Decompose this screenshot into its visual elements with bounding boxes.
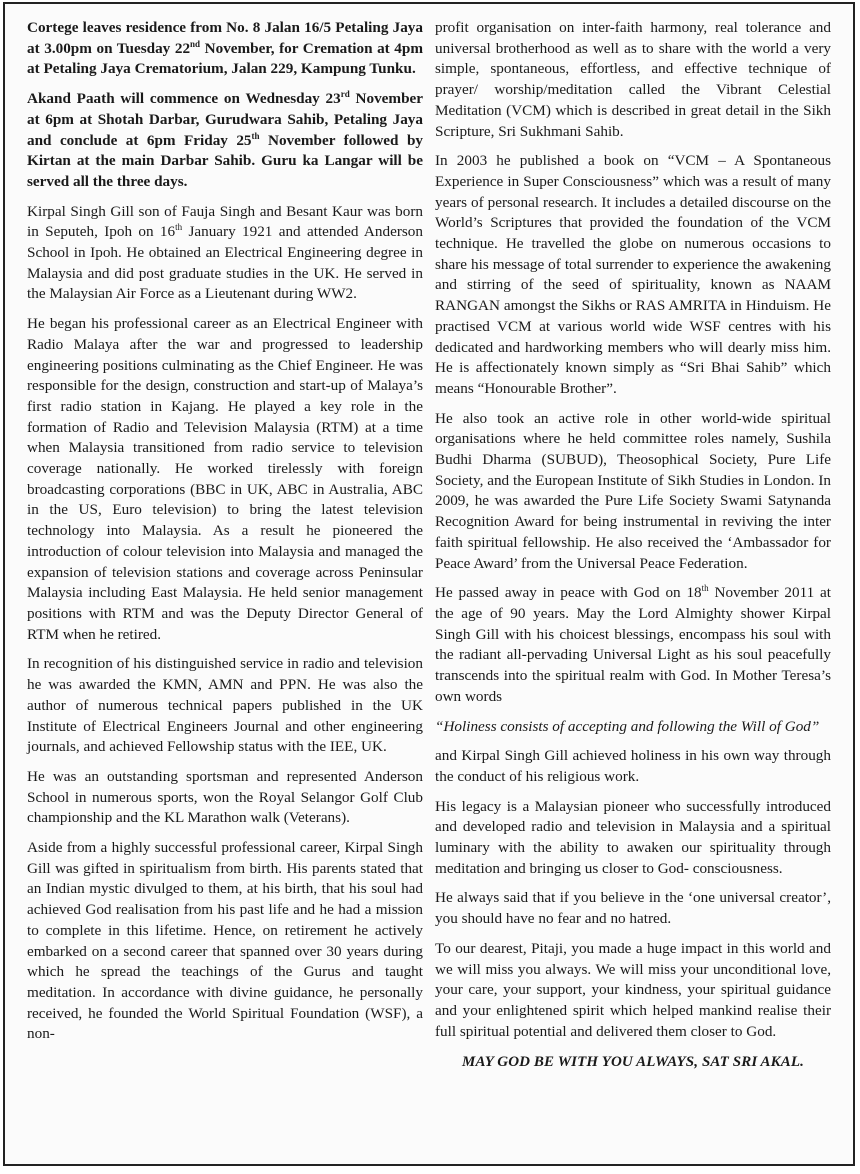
left-paragraph: He was an outstanding sportsman and represented Anderson School in numerous sports, won the Royal Selangor Golf Club championship and the KL Marathon walk (Veterans). [27,767,423,827]
right-paragraph: He passed away in peace with God on 18th November 2011 at the age of 90 years. May the Lord Almighty shower Kirpal Singh Gill with his choicest blessings, encompass his soul with the radiant all-pervading Universal Light as his soul peacefully transcends into the spiritual realm with God. In Mother Teresa’s own words [435,583,831,705]
left-paragraph: In recognition of his distinguished service in radio and television he was awarded the KMN, AMN and PPN. He was also the author of numerous technical papers published in the UK Institute of Electrical Engineers Journal and other engineering journals, and achieved Fellowship status with the IEE, UK. [27,655,423,756]
left-paragraph: Cortege leaves residence from No. 8 Jalan 16/5 Petaling Jaya at 3.00pm on Tuesday 22nd November, for Cremation at 4pm at Petaling Jaya Crematorium, Jalan 229, Kampung Tunku. [27,19,424,78]
right-paragraph: He always said that if you believe in the ‘one universal creator’, you should have no fear and no hatred. [435,889,831,928]
right-paragraph: To our dearest, Pitaji, you made a huge impact in this world and we will miss you always. We will miss your unconditional love, your care, your support, your kindness, your spiritual guidance and your enlightened spirit which helped mankind realise their full spiritual potential and delivered them closer to God. [435,939,831,1040]
obituary-notice [3,2,855,1166]
right-paragraph: and Kirpal Singh Gill achieved holiness in his own way through the conduct of his religious work. [435,747,831,785]
left-paragraph: He began his professional career as an Electrical Engineer with Radio Malaya after the war and progressed to leadership engineering positions culminating as the Chief Engineer. He was responsible for the design, construction and start-up of Malaya’s first radio station in Kajang. He played a key role in the formation of Radio and Television Malaysia (RTM) at a time when Malaysia transitioned from radio service to television coverage nationally. He worked tirelessly with foreign broadcasting corporations (BBC in UK, ABC in Australia, ABC in the US, Euro television) to bring the latest television technology into Malaysia. As a result he pioneered the introduction of colour television into Malaysia and managed the expansion of television stations and coverage across Peninsular Malaysia including East Malaysia. He held senior management positions with RTM and was the Deputy Director General of RTM when he retired. [27,315,423,643]
left-paragraph: Kirpal Singh Gill son of Fauja Singh and Besant Kaur was born in Seputeh, Ipoh on 16th January 1921 and attended Anderson School in Ipoh. He obtained an Electrical Engineering degree in Malaysia and did post graduate studies in the UK. He served in the Malaysian Air Force as a Lieutenant during WW2. [27,202,423,303]
left-column [27,18,423,1054]
right-paragraph: In 2003 he published a book on “VCM – A Spontaneous Experience in Super Consciousness” which was a result of many years of personal research. It includes a detailed discourse on the World’s Scriptures that provided the foundation of the VCM technique. He travelled the globe on numerous occasions to share his message of total surrender to experience the awakening and stirring of the seed of spirituality, known as NAAM RANGAN amongst the Sikhs or RAS AMRITA in Hinduism. He practised VCM at various world wide WSF centres with his dedicated and hardworking members who will dearly miss him. He is affectionately known simply as “Sri Bhai Sahib” which means “Honourable Brother”. [435,152,831,397]
left-paragraph: Akand Paath will commence on Wednesday 23rd November at 6pm at Shotah Darbar, Gurudwara Sahib, Petaling Jaya and conclude at 6pm Friday 25th November followed by Kirtan at the main Darbar Sahib. Guru ka Langar will be served all the three days. [27,89,423,190]
left-paragraph: Aside from a highly successful professional career, Kirpal Singh Gill was gifted in spiritualism from birth. His parents stated that an Indian mystic divulged to them, at his birth, that his soul had achieved God realisation from his past life and he had a mission to complete in this lifetime. Hence, on retirement he actively embarked on a second career that spanned over 30 years during which he spread the teachings of the Gurus and taught meditation. In accordance with divine guidance, he personally received, he founded the World Spiritual Foundation (WSF), a non- [27,839,423,1043]
right-paragraph: “Holiness consists of accepting and following the Will of God” [435,717,820,735]
right-paragraph: His legacy is a Malaysian pioneer who successfully introduced and developed radio and television in Malaysia and a spiritual luminary with the ability to awaken our spirituality through meditation and bringing us closer to God- consciousness. [435,797,831,877]
right-paragraphs [435,18,831,1042]
closing-line: MAY GOD BE WITH YOU ALWAYS, SAT SRI AKAL. [462,1054,804,1071]
right-paragraph: profit organisation on inter-faith harmony, real tolerance and universal brotherhood as well as to share with the world a very simple, spontaneous, effortless, and effective technique of prayer/ worship/meditation called the Vibrant Celestial Meditation (VCM) which is described in great detail in the Sikh Scripture, Sri Sukhmani Sahib. [435,19,831,140]
right-column [435,18,831,1073]
right-paragraph: He also took an active role in other world-wide spiritual organisations where he held committee roles namely, Sushila Budhi Dharma (SUBUD), Theosophical Society, Pure Life Society, and the European Institute of Sikh Studies in London. In 2009, he was awarded the Pure Life Society Swami Satynanda Recognition Award for being instrumental in reviving the inter faith spiritual fellowship. He also received the ‘Ambassador for Peace Award’ from the Universal Peace Federation. [435,409,831,572]
